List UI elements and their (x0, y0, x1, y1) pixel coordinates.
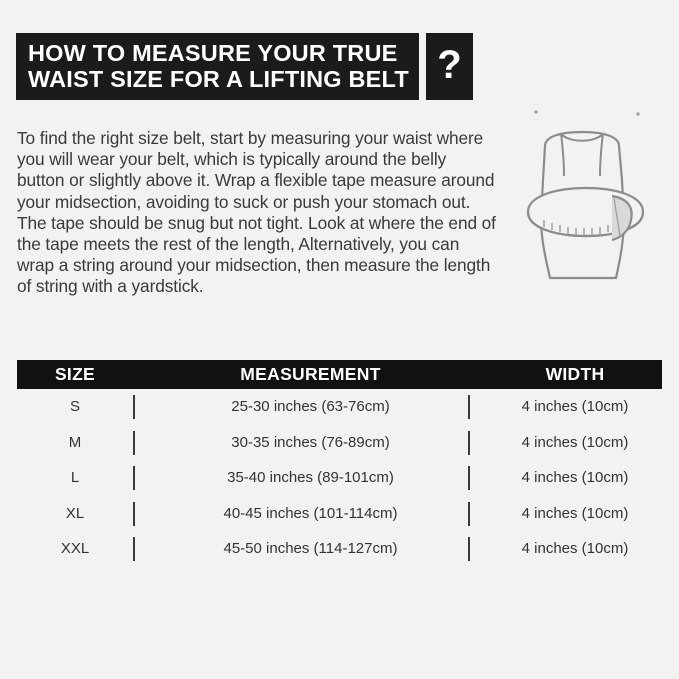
question-mark-icon: ? (437, 43, 462, 87)
cell-size: M (68, 433, 82, 451)
cell-width: 4 inches (10cm) (521, 469, 629, 487)
table-row (17, 425, 662, 461)
page-title (16, 33, 419, 100)
page-title-line-2: WAIST SIZE FOR A LIFTING BELT (28, 66, 409, 92)
cell-measurement: 40-45 inches (101-114cm) (223, 504, 398, 522)
torso-with-measuring-tape-icon (500, 110, 665, 310)
cell-width: 4 inches (10cm) (521, 398, 629, 416)
column-divider (133, 466, 135, 490)
cell-width: 4 inches (10cm) (521, 433, 629, 451)
column-divider (468, 466, 470, 490)
column-divider (468, 395, 470, 419)
cell-measurement: 35-40 inches (89-101cm) (227, 469, 394, 487)
column-divider (468, 502, 470, 526)
cell-measurement: 25-30 inches (63-76cm) (231, 398, 390, 416)
cell-size: S (69, 398, 80, 416)
table-row (17, 531, 662, 567)
cell-size: XXL (60, 540, 90, 558)
column-divider (133, 395, 135, 419)
table-row (17, 496, 662, 532)
question-mark-badge (426, 33, 473, 100)
cell-width: 4 inches (10cm) (521, 504, 629, 522)
intro-paragraph: To find the right size belt, start by measuring your waist where you will wear your belt, which is typically around the belly button or slightly above it. Wrap a flexible tape measure around your midsection, avoiding to suck or push your stomach out. The tape should be snug but not tight. Look at where the end of the tape meets the rest of the length, Alternatively, you can wrap a string around your midsection, then measure the length of string with a yardstick. (17, 128, 496, 297)
cell-width: 4 inches (10cm) (521, 540, 629, 558)
column-divider (133, 502, 135, 526)
table-row (17, 460, 662, 496)
cell-size: L (70, 469, 80, 487)
column-divider (133, 431, 135, 455)
cell-measurement: 30-35 inches (76-89cm) (231, 433, 390, 451)
cell-size: XL (65, 504, 85, 522)
column-header-width: WIDTH (545, 364, 605, 384)
table-row (17, 389, 662, 425)
size-chart-table (17, 360, 662, 567)
column-divider (468, 537, 470, 561)
column-divider (133, 537, 135, 561)
table-body (17, 389, 662, 567)
table-header-row (17, 360, 662, 389)
header (16, 33, 473, 100)
column-divider (468, 431, 470, 455)
column-header-size: SIZE (54, 364, 96, 384)
column-header-measurement: MEASUREMENT (240, 364, 381, 384)
page-title-line-1: HOW TO MEASURE YOUR TRUE (28, 40, 398, 66)
cell-measurement: 45-50 inches (114-127cm) (223, 540, 398, 558)
